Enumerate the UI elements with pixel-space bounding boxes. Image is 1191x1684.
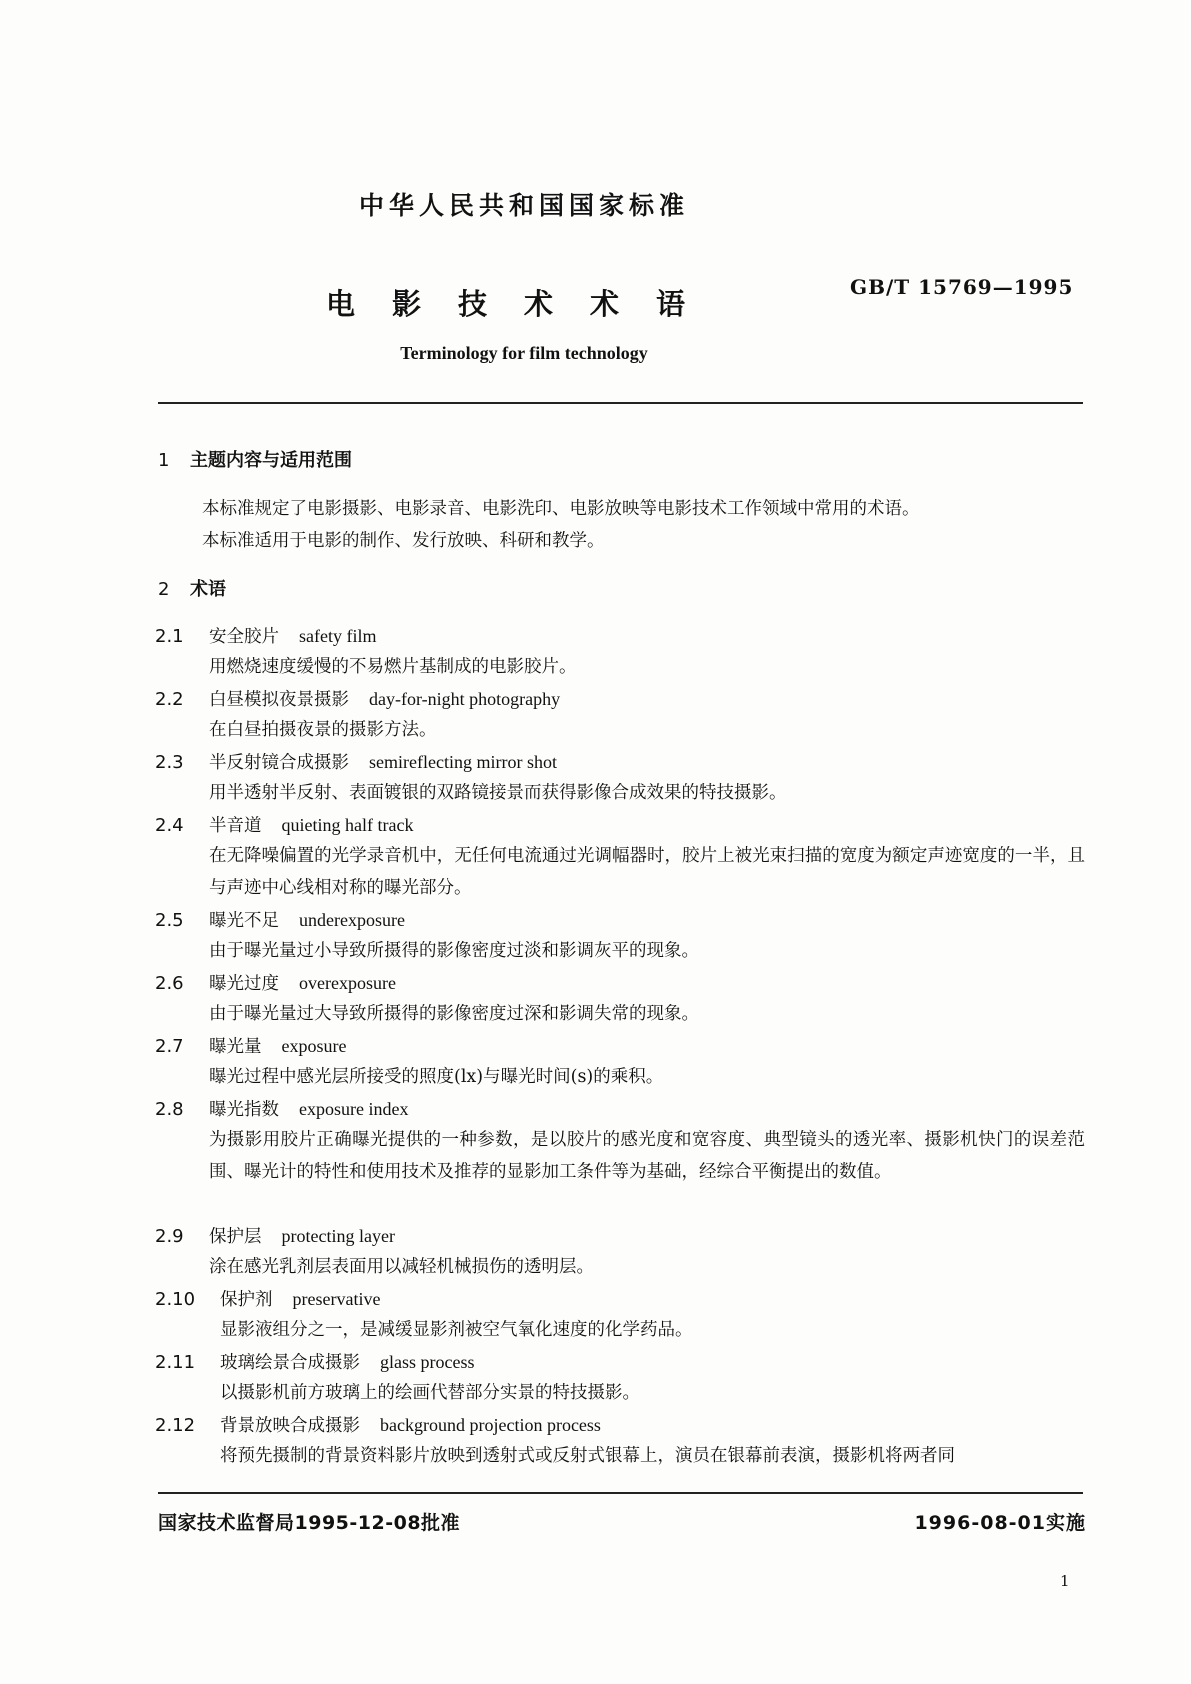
term-english: overexposure (299, 973, 396, 993)
term-english: safety film (299, 626, 377, 646)
term-definition: 曝光过程中感光层所接受的照度(lx)与曝光时间(s)的乘积。 (209, 1067, 664, 1087)
term-chinese: 白昼模拟夜景摄影 (209, 690, 349, 710)
term-english: exposure (281, 1036, 347, 1056)
term-definition: 由于曝光量过小导致所摄得的影像密度过淡和影调灰平的现象。 (209, 941, 699, 961)
term-number: 2.1 (155, 626, 184, 647)
term-chinese: 背景放映合成摄影 (220, 1416, 360, 1436)
term-english: background projection process (380, 1415, 601, 1435)
section-1-title: 主题内容与适用范围 (190, 450, 352, 471)
term-entry (155, 1410, 1085, 1472)
term-definition: 用燃烧速度缓慢的不易燃片基制成的电影胶片。 (209, 657, 577, 677)
term-number: 2.2 (155, 689, 184, 710)
section-1-paragraph: 本标准适用于电影的制作、发行放映、科研和教学。 (202, 531, 605, 551)
term-definition: 在无降噪偏置的光学录音机中，无任何电流通过光调幅器时，胶片上被光束扫描的宽度为额定声迹宽度的一半，且与声迹中心线相对称的曝光部分。 (209, 846, 1085, 898)
issuing-authority-heading: 中华人民共和国国家标准 (358, 191, 689, 220)
term-chinese: 曝光指数 (209, 1100, 279, 1120)
term-chinese: 安全胶片 (209, 627, 279, 647)
section-2-heading (158, 575, 226, 601)
term-chinese: 半反射镜合成摄影 (209, 753, 349, 773)
term-definition: 在白昼拍摄夜景的摄影方法。 (209, 720, 437, 740)
implementation-date: 1996-08-01实施 (914, 1512, 1086, 1534)
section-2-number: 2 (158, 579, 170, 600)
term-english: day-for-night photography (369, 689, 561, 709)
term-chinese: 曝光不足 (209, 911, 279, 931)
term-entry (155, 1031, 1085, 1093)
page-number: 1 (1060, 1572, 1070, 1590)
term-english: semireflecting mirror shot (369, 752, 557, 772)
term-definition: 用半透射半反射、表面镀银的双路镜接景而获得影像合成效果的特技摄影。 (209, 783, 787, 803)
section-2-title: 术语 (190, 579, 226, 600)
term-definition: 以摄影机前方玻璃上的绘画代替部分实景的特技摄影。 (220, 1383, 640, 1403)
term-number: 2.6 (155, 973, 184, 994)
term-english: glass process (380, 1352, 475, 1372)
section-1-number: 1 (158, 450, 170, 471)
standard-number: GB/T 15769—1995 (850, 275, 1074, 299)
term-chinese: 半音道 (209, 816, 262, 836)
term-definition: 将预先摄制的背景资料影片放映到透射式或反射式银幕上，演员在银幕前表演，摄影机将两者同 (220, 1446, 955, 1466)
term-definition: 由于曝光量过大导致所摄得的影像密度过深和影调失常的现象。 (209, 1004, 699, 1024)
term-chinese: 玻璃绘景合成摄影 (220, 1353, 360, 1373)
term-definition: 显影液组分之一，是减缓显影剂被空气氧化速度的化学药品。 (220, 1320, 693, 1340)
term-definition: 涂在感光乳剂层表面用以减轻机械损伤的透明层。 (209, 1257, 594, 1277)
term-entry (155, 1284, 1085, 1346)
term-english: quieting half track (281, 815, 414, 835)
term-chinese: 曝光过度 (209, 974, 279, 994)
english-title: Terminology for film technology (400, 343, 648, 363)
term-english: preservative (292, 1289, 381, 1309)
section-1-paragraph: 本标准规定了电影摄影、电影录音、电影洗印、电影放映等电影技术工作领域中常用的术语。 (202, 499, 920, 519)
term-entry (155, 905, 1085, 967)
term-number: 2.3 (155, 752, 184, 773)
document-title: 电影技术术语 (325, 287, 722, 321)
term-number: 2.5 (155, 910, 184, 931)
term-number: 2.4 (155, 815, 184, 836)
term-chinese: 保护层 (209, 1227, 262, 1247)
footer-divider (158, 1492, 1083, 1494)
term-number: 2.12 (155, 1415, 196, 1436)
term-number: 2.7 (155, 1036, 184, 1057)
term-entry (155, 621, 1085, 683)
term-entry (155, 968, 1085, 1030)
term-number: 2.10 (155, 1289, 196, 1310)
term-number: 2.9 (155, 1226, 184, 1247)
term-entry (155, 684, 1085, 746)
term-english: protecting layer (281, 1226, 395, 1246)
term-english: underexposure (299, 910, 405, 930)
header-divider (158, 402, 1083, 404)
term-entry (155, 810, 1085, 904)
term-definition: 为摄影用胶片正确曝光提供的一种参数，是以胶片的感光度和宽容度、典型镜头的透光率、摄影机快门的误差范围、曝光计的特性和使用技术及推荐的显影加工条件等为基础，经综合平衡提出的数值。 (209, 1130, 1085, 1182)
term-english: exposure index (299, 1099, 409, 1119)
approval-date: 国家技术监督局1995-12-08批准 (158, 1512, 461, 1534)
term-number: 2.11 (155, 1352, 196, 1373)
term-entry (155, 747, 1085, 809)
section-1-heading (158, 446, 352, 472)
term-number: 2.8 (155, 1099, 184, 1120)
term-chinese: 保护剂 (220, 1290, 273, 1310)
term-entry (155, 1094, 1085, 1188)
term-entry (155, 1347, 1085, 1409)
term-entry (155, 1221, 1085, 1283)
term-chinese: 曝光量 (209, 1037, 262, 1057)
